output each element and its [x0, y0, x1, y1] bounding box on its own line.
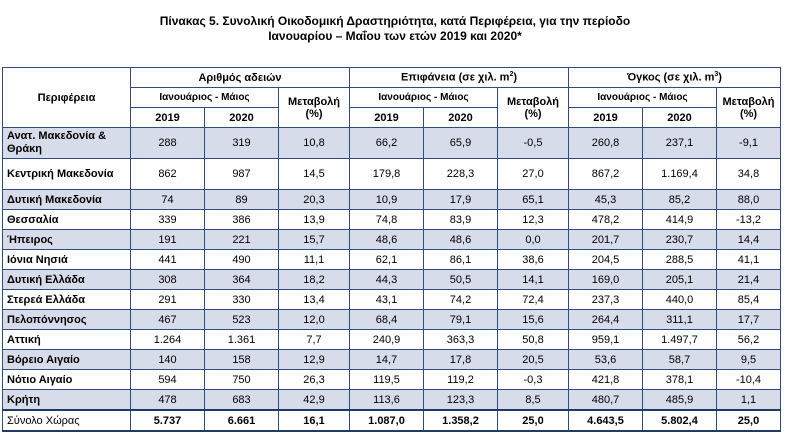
- area-2020: 83,9: [424, 210, 498, 230]
- permits-change: 13,4: [279, 290, 350, 310]
- total-volume-change: 25,0: [717, 410, 781, 431]
- permits-change: 14,5: [279, 159, 350, 190]
- area-2019: 179,8: [350, 159, 424, 190]
- area-2019: 62,1: [350, 250, 424, 270]
- region-name: Κεντρική Μακεδονία: [3, 159, 131, 190]
- total-area-2020: 1.358,2: [424, 410, 498, 431]
- area-2019: 10,9: [350, 190, 424, 210]
- volume-2019: 264,4: [569, 310, 643, 330]
- volume-change: 1,1: [717, 390, 781, 411]
- region-name: Κρήτη: [3, 390, 131, 411]
- permits-change: 13,9: [279, 210, 350, 230]
- area-change: -0,3: [498, 370, 569, 390]
- volume-2020: 230,7: [643, 230, 717, 250]
- region-name: Ιόνια Νησιά: [3, 250, 131, 270]
- region-name: Στερεά Ελλάδα: [3, 290, 131, 310]
- permits-change: 10,8: [279, 128, 350, 159]
- area-change: 14,1: [498, 270, 569, 290]
- permits-2020: 490: [205, 250, 279, 270]
- header-change-permits: Μεταβολή (%): [279, 88, 350, 128]
- table-row: [3, 250, 781, 270]
- volume-2020: 237,1: [643, 128, 717, 159]
- permits-2019: 862: [131, 159, 205, 190]
- area-2020: 123,3: [424, 390, 498, 411]
- total-permits-2020: 6.661: [205, 410, 279, 431]
- table-row: [3, 190, 781, 210]
- area-2020: 48,6: [424, 230, 498, 250]
- area-2019: 48,6: [350, 230, 424, 250]
- permits-2020: 221: [205, 230, 279, 250]
- volume-change: -9,1: [717, 128, 781, 159]
- total-volume-2019: 4.643,5: [569, 410, 643, 431]
- area-change: 72,4: [498, 290, 569, 310]
- volume-2020: 205,1: [643, 270, 717, 290]
- region-name: Ανατ. Μακεδονία & Θράκη: [3, 128, 131, 159]
- total-permits-change: 16,1: [279, 410, 350, 431]
- header-period-volume: Ιανουάριος - Μάιος: [569, 88, 717, 108]
- header-period-permits: Ιανουάριος - Μάιος: [131, 88, 279, 108]
- volume-2020: 58,7: [643, 350, 717, 370]
- title-line-2: Ιανουαρίου – Μαΐου των ετών 2019 και 2020*: [268, 29, 522, 43]
- permits-2019: 140: [131, 350, 205, 370]
- volume-2019: 237,3: [569, 290, 643, 310]
- header-change-volume: Μεταβολή (%): [717, 88, 781, 128]
- permits-2020: 319: [205, 128, 279, 159]
- header-year-2020: 2020: [205, 108, 279, 128]
- volume-2019: 45,3: [569, 190, 643, 210]
- header-change-area: Μεταβολή (%): [498, 88, 569, 128]
- header-area: Επιφάνεια (σε χιλ. $m^2$): [350, 68, 569, 88]
- area-change: 20,5: [498, 350, 569, 370]
- permits-change: 7,7: [279, 330, 350, 350]
- permits-2020: 523: [205, 310, 279, 330]
- region-name: Αττική: [3, 330, 131, 350]
- volume-2019: 421,8: [569, 370, 643, 390]
- volume-2019: 480,7: [569, 390, 643, 411]
- header-volume: Όγκος (σε χιλ. $m^3$): [569, 68, 781, 88]
- permits-2019: 594: [131, 370, 205, 390]
- area-change: 38,6: [498, 250, 569, 270]
- permits-2019: 1.264: [131, 330, 205, 350]
- area-change: -0,5: [498, 128, 569, 159]
- volume-change: 34,8: [717, 159, 781, 190]
- area-2019: 240,9: [350, 330, 424, 350]
- permits-2019: 339: [131, 210, 205, 230]
- volume-2019: 867,2: [569, 159, 643, 190]
- table-row: [3, 128, 781, 159]
- table-row: [3, 330, 781, 350]
- permits-2019: 191: [131, 230, 205, 250]
- volume-2019: 169,0: [569, 270, 643, 290]
- table-row: [3, 310, 781, 330]
- area-2020: 119,2: [424, 370, 498, 390]
- permits-2020: 386: [205, 210, 279, 230]
- permits-change: 11,1: [279, 250, 350, 270]
- header-year-2020: 2020: [643, 108, 717, 128]
- permits-2020: 364: [205, 270, 279, 290]
- volume-change: -13,2: [717, 210, 781, 230]
- total-area-2019: 1.087,0: [350, 410, 424, 431]
- header-permits: Αριθμός αδειών: [131, 68, 350, 88]
- permits-2019: 478: [131, 390, 205, 411]
- volume-change: 88,0: [717, 190, 781, 210]
- volume-2019: 204,5: [569, 250, 643, 270]
- permits-2019: 467: [131, 310, 205, 330]
- area-2020: 79,1: [424, 310, 498, 330]
- volume-2020: 1.497,7: [643, 330, 717, 350]
- permits-2020: 987: [205, 159, 279, 190]
- area-2020: 74,2: [424, 290, 498, 310]
- permits-2020: 1.361: [205, 330, 279, 350]
- permits-2020: 750: [205, 370, 279, 390]
- volume-change: -10,4: [717, 370, 781, 390]
- permits-change: 20,3: [279, 190, 350, 210]
- area-change: 12,3: [498, 210, 569, 230]
- header-region: Περιφέρεια: [3, 68, 131, 128]
- permits-2020: 683: [205, 390, 279, 411]
- volume-change: 56,2: [717, 330, 781, 350]
- title-line-1: Πίνακας 5. Συνολική Οικοδομική Δραστηριότητα, κατά Περιφέρεια, για την περίοδο: [159, 14, 631, 28]
- area-2019: 68,4: [350, 310, 424, 330]
- region-name: Πελοπόννησος: [3, 310, 131, 330]
- volume-change: 14,4: [717, 230, 781, 250]
- area-change: 27,0: [498, 159, 569, 190]
- volume-change: 21,4: [717, 270, 781, 290]
- total-permits-2019: 5.737: [131, 410, 205, 431]
- region-name: Ήπειρος: [3, 230, 131, 250]
- volume-2020: 378,1: [643, 370, 717, 390]
- header-year-2019: 2019: [350, 108, 424, 128]
- permits-change: 12,0: [279, 310, 350, 330]
- volume-2020: 440,0: [643, 290, 717, 310]
- table-row: [3, 270, 781, 290]
- volume-2020: 311,1: [643, 310, 717, 330]
- volume-change: 85,4: [717, 290, 781, 310]
- permits-change: 18,2: [279, 270, 350, 290]
- header-year-2020: 2020: [424, 108, 498, 128]
- area-change: 15,6: [498, 310, 569, 330]
- permits-2019: 308: [131, 270, 205, 290]
- volume-2019: 53,6: [569, 350, 643, 370]
- area-change: 50,8: [498, 330, 569, 350]
- construction-activity-table: [2, 67, 781, 432]
- area-2019: 66,2: [350, 128, 424, 159]
- volume-2020: 288,5: [643, 250, 717, 270]
- permits-change: 26,3: [279, 370, 350, 390]
- permits-2019: 441: [131, 250, 205, 270]
- area-2019: 119,5: [350, 370, 424, 390]
- table-row: [3, 230, 781, 250]
- header-period-area: Ιανουάριος - Μάιος: [350, 88, 498, 108]
- volume-2019: 201,7: [569, 230, 643, 250]
- area-2019: 44,3: [350, 270, 424, 290]
- volume-change: 9,5: [717, 350, 781, 370]
- volume-2020: 414,9: [643, 210, 717, 230]
- region-name: Θεσσαλία: [3, 210, 131, 230]
- volume-change: 17,7: [717, 310, 781, 330]
- permits-2020: 330: [205, 290, 279, 310]
- permits-2020: 89: [205, 190, 279, 210]
- volume-change: 41,1: [717, 250, 781, 270]
- total-area-change: 25,0: [498, 410, 569, 431]
- volume-2019: 478,2: [569, 210, 643, 230]
- permits-change: 12,9: [279, 350, 350, 370]
- permits-2019: 74: [131, 190, 205, 210]
- area-change: 65,1: [498, 190, 569, 210]
- permits-2019: 288: [131, 128, 205, 159]
- area-2020: 363,3: [424, 330, 498, 350]
- volume-2019: 959,1: [569, 330, 643, 350]
- total-label: Σύνολο Χώρας: [3, 410, 131, 431]
- header-year-2019: 2019: [131, 108, 205, 128]
- table-row: [3, 210, 781, 230]
- area-2019: 14,7: [350, 350, 424, 370]
- table-row: [3, 159, 781, 190]
- area-2020: 17,9: [424, 190, 498, 210]
- region-name: Νότιο Αιγαίο: [3, 370, 131, 390]
- volume-2020: 485,9: [643, 390, 717, 411]
- table-row: [3, 350, 781, 370]
- permits-change: 42,9: [279, 390, 350, 411]
- table-row: [3, 290, 781, 310]
- area-2020: 50,5: [424, 270, 498, 290]
- area-change: 8,5: [498, 390, 569, 411]
- area-2020: 17,8: [424, 350, 498, 370]
- permits-2020: 158: [205, 350, 279, 370]
- table-row: [3, 390, 781, 411]
- region-name: Δυτική Ελλάδα: [3, 270, 131, 290]
- area-2020: 228,3: [424, 159, 498, 190]
- area-2019: 113,6: [350, 390, 424, 411]
- volume-2019: 260,8: [569, 128, 643, 159]
- header-year-2019: 2019: [569, 108, 643, 128]
- permits-2019: 291: [131, 290, 205, 310]
- area-change: 0,0: [498, 230, 569, 250]
- permits-change: 15,7: [279, 230, 350, 250]
- total-volume-2020: 5.802,4: [643, 410, 717, 431]
- total-row: [3, 410, 781, 431]
- table-title: [0, 14, 790, 44]
- region-name: Βόρειο Αιγαίο: [3, 350, 131, 370]
- volume-2020: 1.169,4: [643, 159, 717, 190]
- area-2019: 43,1: [350, 290, 424, 310]
- area-2019: 74,8: [350, 210, 424, 230]
- area-2020: 65,9: [424, 128, 498, 159]
- table-row: [3, 370, 781, 390]
- volume-2020: 85,2: [643, 190, 717, 210]
- region-name: Δυτική Μακεδονία: [3, 190, 131, 210]
- area-2020: 86,1: [424, 250, 498, 270]
